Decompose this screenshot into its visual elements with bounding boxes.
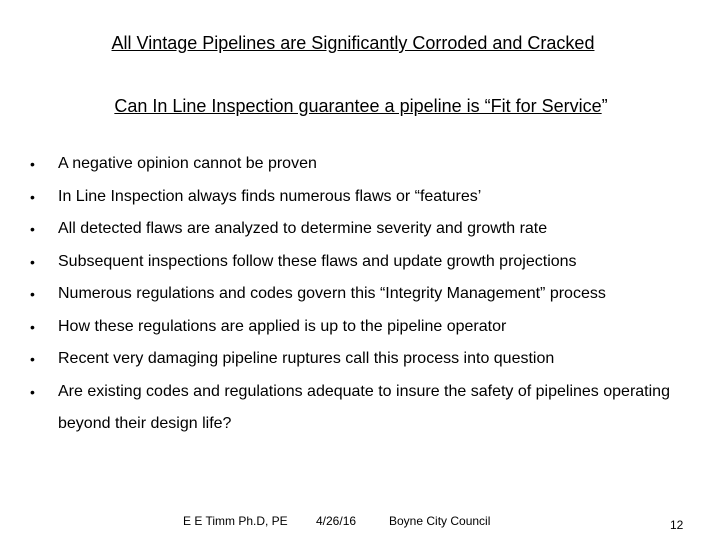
bullet-marker: • xyxy=(30,156,35,172)
bullet-item xyxy=(30,278,710,311)
bullet-item xyxy=(30,148,710,181)
bullet-marker: • xyxy=(30,221,35,237)
bullet-item xyxy=(30,213,710,246)
footer-organization: Boyne City Council xyxy=(389,514,491,528)
bullet-text: All detected flaws are analyzed to determine severity and growth rate xyxy=(58,220,548,237)
bullet-marker: • xyxy=(30,351,35,367)
bullet-marker: • xyxy=(30,383,35,400)
footer-date: 4/26/16 xyxy=(316,514,357,528)
bullet-text: How these regulations are applied is up to the pipeline operator xyxy=(58,317,507,335)
bullet-item xyxy=(30,181,710,214)
bullet-list xyxy=(30,148,710,441)
bullet-text: A negative opinion cannot be proven xyxy=(58,155,317,172)
bullet-marker: • xyxy=(30,286,35,302)
bullet-marker: • xyxy=(30,188,35,205)
slide-title: All Vintage Pipelines are Significantly Corroded and Cracked xyxy=(111,33,595,53)
bullet-text: Recent very damaging pipeline ruptures call this process into question xyxy=(58,350,555,367)
bullet-text: Are existing codes and regulations adequate to insure the safety of pipelines operating beyond their design life? xyxy=(58,382,670,432)
bullet-marker: • xyxy=(30,318,35,335)
bullet-marker: • xyxy=(30,253,35,270)
bullet-item xyxy=(30,376,710,441)
subtitle-closing-quote: ” xyxy=(601,96,608,116)
bullet-text: Numerous regulations and codes govern this “Integrity Management” process xyxy=(58,285,606,302)
bullet-text: Subsequent inspections follow these flaws and update growth projections xyxy=(58,252,577,270)
bullet-item xyxy=(30,343,710,376)
slide-subtitle xyxy=(0,95,720,117)
slide-page-number: 12 xyxy=(670,518,684,532)
subtitle-question: Can In Line Inspection guarantee a pipeline is “Fit for Service xyxy=(114,96,602,116)
bullet-text: In Line Inspection always finds numerous flaws or “features’ xyxy=(58,187,482,205)
footer-author: E E Timm Ph.D, PE xyxy=(183,514,288,528)
bullet-item xyxy=(30,246,710,279)
bullet-item xyxy=(30,311,710,344)
